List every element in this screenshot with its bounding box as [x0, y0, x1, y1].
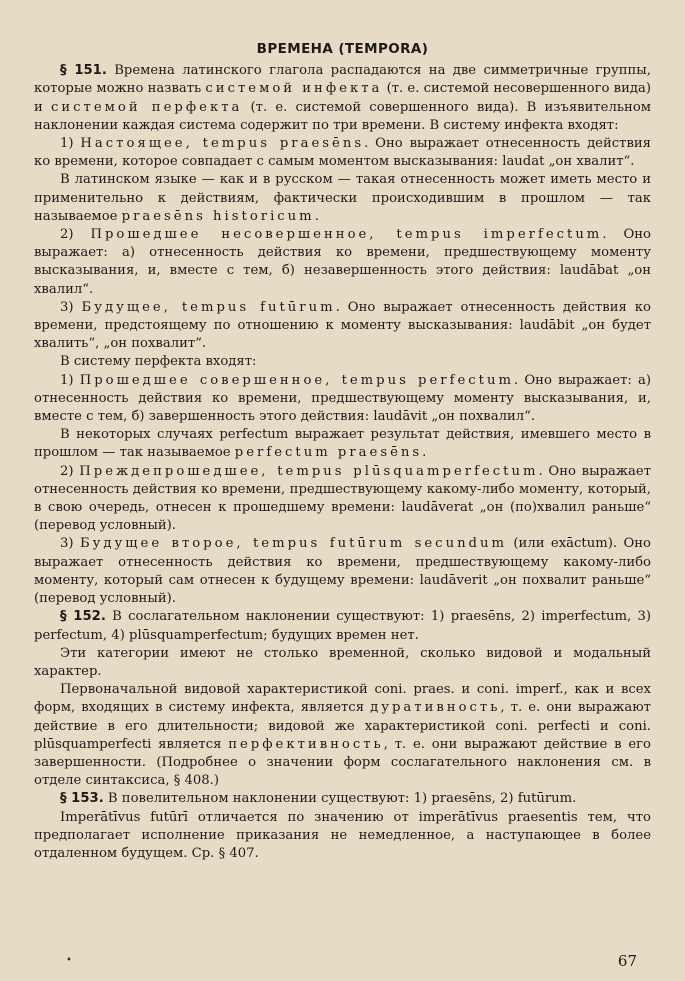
paragraph-153: § 153. В повелительном наклонении существуют: 1) praesēns, 2) futūrum.: [60, 791, 577, 807]
page-speck: •: [66, 955, 72, 966]
page-number: 67: [617, 952, 637, 970]
paragraph-imperfectum: 2) Прошедшее несовершенное, tempus imperfectum. Оно выражает: а) отнесенность действия ко времени, предшествующему моменту высказывания, и, вместе с тем, б) незавершенность этого действия: laudābat „он хвалил“.: [34, 227, 651, 297]
paragraph-152-aspect: Первоначальной видовой характеристикой coni. praes. и coni. imperf., как и всех форм, входящих в систему инфекта, является дуративность, т. е. они выражают действие в его длительности; видовой же характеристикой coni. perfecti и coni. plūsquamperfecti является перфективность, т. е. они выражают действие в его завершенности. (Подробнее о значении форм сослагательного наклонения см. в отделе синтаксиса, § 408.): [34, 682, 651, 789]
chapter-title: ВРЕМЕНА (TEMPORA): [256, 41, 429, 57]
paragraph-152: § 152. В сослагательном наклонении существуют: 1) praesēns, 2) imperfectum, 3) perfectum, 4) plūsquamperfectum; будущих времен нет.: [34, 609, 651, 643]
paragraph-futurum-secundum: 3) Будущее второе, tempus futūrum secundum (или exāctum). Оно выражает отнесенность действия ко времени, предшествующему какому-либо моменту, который сам отнесен к будущему времени: laudāverit „он похвалит раньше“ (перевод условный).: [34, 536, 651, 607]
paragraph-151: § 151. Времена латинского глагола распадаются на две симметричные группы, которые можно назвать системой инфекта (т. е. системой несовершенного вида) и системой перфекта (т. е. системой совершенного вида). В изъявительном наклонении каждая система содержит по три времени. В систему инфекта входят:: [34, 63, 652, 133]
page-body: [34, 40, 651, 863]
section-number: § 152.: [60, 609, 106, 625]
paragraph-perfect-intro: В систему перфекта входят:: [60, 354, 257, 370]
paragraph-perfectum-praesens: В некоторых случаях perfectum выражает результат действия, имевшего место в прошлом — так называемое perfectum praesēns.: [34, 427, 651, 461]
section-number: § 151.: [60, 63, 107, 79]
paragraph-152-categories: Эти категории имеют не столько временной, сколько видовой и модальный характер.: [34, 645, 651, 679]
paragraph-historicum: В латинском языке — как и в русском — такая отнесенность может иметь место и применительно к действиям, фактически происходившим в прошлом — так называемое praesēns historicum.: [34, 172, 651, 224]
paragraph-perfectum: 1) Прошедшее совершенное, tempus perfectum. Оно выражает: а) отнесенность действия ко времени, предшествующему моменту высказывания, и, вместе с тем, б) завершенность этого действия: laudāvit „он похвалил“.: [34, 372, 652, 425]
paragraph-153-imperativus: Imperātīvus futūrī отличается по значению от imperātīvus praesentis тем, что предполагает исполнение приказания не немедленное, а наступающее в более отдаленном будущем. Ср. § 407.: [34, 809, 651, 861]
paragraph-plusquamperfectum: 2) Преждепрошедшее, tempus plūsquamperfectum. Оно выражает отнесенность действия ко времени, предшествующему какому-либо моменту, который, в свою очередь, отнесен к прошедшему времени: laudāverat „он (по)хвалил раньше“ (перевод условный).: [34, 463, 651, 534]
paragraph-futurum: 3) Будущее, tempus futūrum. Оно выражает отнесенность действия ко времени, предстоящему по отношению к моменту высказывания: laudābit „он будет хвалить“, „он похвалит“.: [34, 299, 651, 352]
paragraph-praesens: 1) Настоящее, tempus praesēns. Оно выражает отнесенность действия ко времени, которое совпадает с самым моментом высказывания: laudat „он хвалит“.: [34, 136, 651, 170]
section-number: § 153.: [60, 791, 104, 807]
